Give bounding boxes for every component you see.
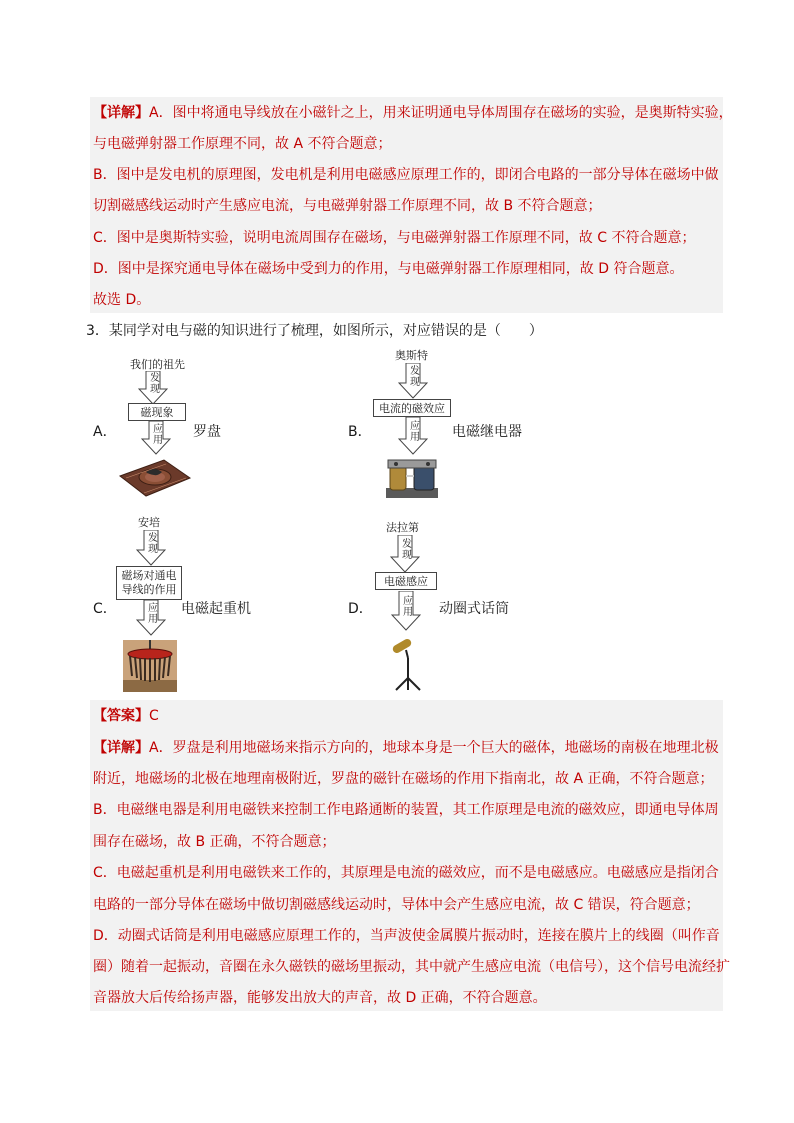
option-c-phenomenon: 磁场对通电导线的作用 (116, 566, 182, 600)
detail1-line-4: C．图中是奥斯特实验，说明电流周围存在磁场，与电磁弹射器工作原理不同，故 C 不符合题意； (93, 230, 696, 246)
answer-line: 【答案】C (93, 708, 159, 724)
detail2-line-1: 附近，地磁场的北极在地理南极附近，罗盘的磁针在磁场的作用下指南北，故 A 正确，不符合题意； (93, 771, 714, 787)
detail2-line-6: D．动圈式话筒是利用电磁感应原理工作的，当声波使金属膜片振动时，连接在膜片上的线圈（叫作音 (93, 928, 720, 944)
detail1-line-2: B．图中是发电机的原理图，发电机是利用电磁感应原理工作的，即闭合电路的一部分导体在磁场中做 (93, 167, 719, 183)
option-b-phenomenon: 电流的磁效应 (373, 399, 451, 417)
option-a-discover-label: 发现 (150, 373, 160, 395)
option-d-letter: D． (348, 601, 373, 617)
compass-icon (116, 458, 192, 498)
detail2-line-8: 音器放大后传给扬声器，能够发出放大的声音，故 D 正确，不符合题意。 (93, 990, 547, 1006)
option-d-application: 动圈式话筒 (439, 601, 509, 617)
option-b-apply-label: 应用 (410, 421, 420, 443)
detail2-line-4: C．电磁起重机是利用电磁铁来工作的，其原理是电流的磁效应，而不是电磁感应。电磁感应是指闭合 (93, 865, 719, 881)
detail1-line-3: 切割磁感线运动时产生感应电流，与电磁弹射器工作原理不同，故 B 不符合题意； (93, 198, 602, 214)
option-d-phenomenon: 电磁感应 (375, 572, 437, 590)
detail1-line-1: 与电磁弹射器工作原理不同，故 A 不符合题意； (93, 136, 392, 152)
question-text: 3．某同学对电与磁的知识进行了梳理，如图所示，对应错误的是（ ） (86, 323, 543, 339)
option-a-letter: A． (93, 424, 117, 440)
detail1-line-6: 故选 D。 (93, 292, 151, 308)
option-c-source: 安培 (138, 516, 160, 529)
detail1-line-5: D．图中是探究通电导体在磁场中受到力的作用，与电磁弹射器工作原理相同，故 D 符合题意。 (93, 261, 684, 277)
option-b-source: 奥斯特 (395, 349, 428, 362)
detail2-line-2: B．电磁继电器是利用电磁铁来控制工作电路通断的装置，其工作原理是电流的磁效应，即通电导体周 (93, 802, 719, 818)
detail2-line-7: 圈）随着一起振动，音圈在永久磁铁的磁场里振动，其中就产生感应电流（电信号），这个信号电流经扩 (93, 959, 730, 975)
detail2-line-3: 围存在磁场，故 B 正确，不符合题意； (93, 834, 336, 850)
relay-icon (384, 456, 440, 500)
option-b-letter: B． (348, 424, 372, 440)
option-d-discover-label: 发现 (402, 539, 412, 561)
detail1-line-0: 【详解】A．图中将通电导线放在小磁针之上，用来证明通电导体周围存在磁场的实验，是奥斯特实验， (93, 105, 733, 121)
option-a-apply-label: 应用 (153, 424, 163, 446)
option-c-apply-label: 应用 (148, 603, 158, 625)
option-b-discover-label: 发现 (410, 366, 420, 388)
microphone-icon (382, 636, 432, 692)
crane-icon (123, 640, 177, 692)
option-a-phenomenon: 磁现象 (128, 403, 186, 421)
option-c-letter: C． (93, 601, 117, 617)
option-d-apply-label: 应用 (403, 596, 413, 618)
option-c-application: 电磁起重机 (181, 601, 251, 617)
detail2-line-5: 电路的一部分导体在磁场中做切割磁感线运动时，导体中会产生感应电流，故 C 错误，符合题意； (93, 897, 700, 913)
option-d-source: 法拉第 (386, 521, 419, 534)
option-c-discover-label: 发现 (148, 533, 158, 555)
detail2-line-0: 【详解】A．罗盘是利用地磁场来指示方向的，地球本身是一个巨大的磁体，地磁场的南极在地理北极 (93, 740, 719, 756)
option-b-application: 电磁继电器 (452, 424, 522, 440)
option-a-application: 罗盘 (193, 424, 221, 440)
option-a-source: 我们的祖先 (130, 358, 185, 371)
